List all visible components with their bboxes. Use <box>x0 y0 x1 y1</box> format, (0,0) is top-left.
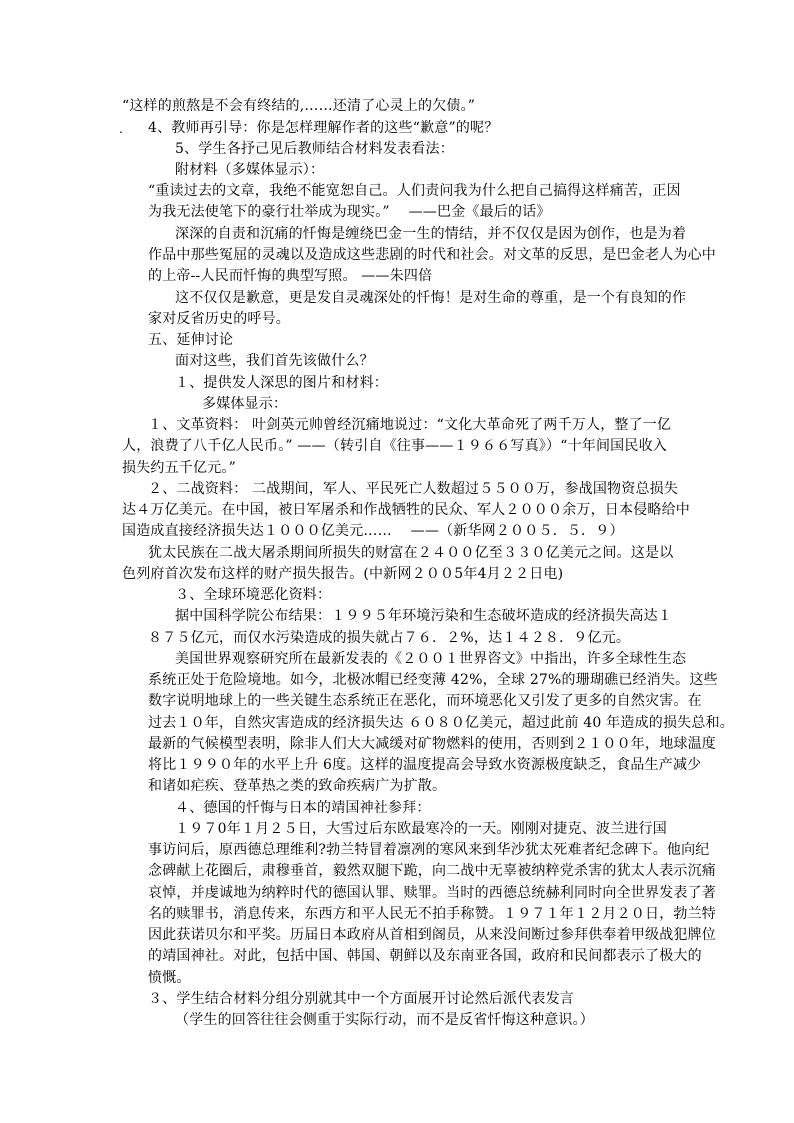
text-line-10: 这不仅仅是歉意，更是发自灵魂深处的忏悔！是对生命的尊重，是一个有良知的作 <box>175 290 687 306</box>
text-line-3: 5、学生各抒己见后教师结合材料发表看法： <box>175 141 454 157</box>
text-line-30: 过去１０年，自然灾害造成的经济损失达 ６０８０亿美元，超过此前 40 年造成的损失总和。 <box>148 715 734 731</box>
text-line-29: 数字说明地球上的一些关键生态系统正在恶化，而环境恶化又引发了更多的自然灾害。在 <box>148 693 702 709</box>
text-line-40: 因此获诺贝尔和平奖。历届日本政府从首相到阁员，从来没间断过参拜供奉着甲级战犯牌位 <box>148 927 716 943</box>
text-line-38: 哀悼，并虔诚地为纳粹时代的德国认罪、赎罪。当时的西德总统赫利同时向全世界发表了著 <box>148 885 716 901</box>
text-line-6: 为我无法使笔下的豪行壮举成为现实。” ——巴金《最后的话》 <box>148 204 551 220</box>
text-line-11: 家对反省历史的呼号。 <box>148 311 290 327</box>
text-line-17: 人，浪费了八千亿人民币。” ——（转引自《往事——１９６６写真》）“十年间国民收入 <box>122 438 667 454</box>
text-line-34: ４、德国的忏悔与日本的靖国神社参拜： <box>175 800 431 816</box>
text-line-14: １、提供发人深思的图片和材料： <box>175 375 388 391</box>
text-line-37: 念碑献上花圈后，肃穆垂首，毅然双腿下跪，向二战中无辜被纳粹党杀害的犹太人表示沉痛 <box>148 863 716 879</box>
text-line-16: １、文革资料： 叶剑英元帅曾经沉痛地说过：“文化大革命死了两千万人，整了一亿 <box>148 417 672 433</box>
text-line-20: 达４万亿美元。在中国，被日军屠杀和作战牺牲的民众、军人２０００余万，日本侵略给中 <box>122 502 690 518</box>
text-line-26: ８７５亿元，而仅水污染造成的损失就占７６．２%，达１４２８．９亿元。 <box>148 630 631 646</box>
text-line-24: ３、全球环境恶化资料： <box>175 587 332 603</box>
text-line-25: 据中国科学院公布结果：１９９５年环境污染和生态破坏造成的经济损失高达１ <box>175 608 672 624</box>
text-line-42: 愤慨。 <box>148 970 191 986</box>
text-line-21: 国造成直接经济损失达１０００亿美元…… ——（新华网２００５．５．９） <box>122 523 624 539</box>
text-line-35: １９７0年１月２５日，大雪过后东欧最寒冷的一天。刚刚对捷克、波兰进行国 <box>175 821 667 837</box>
text-line-28: 系统正处于危险境地。如今，北极冰帽已经变薄 42%，全球 27%的珊瑚礁已经消失。这些 <box>148 672 718 688</box>
text-line-33: 和诸如疟疾、登革热之类的致命疾病广为扩散。 <box>148 778 447 794</box>
text-line-9: 的上帝--人民而忏悔的典型写照。 ——朱四倍 <box>148 268 433 284</box>
text-line-7: 深深的自责和沉痛的忏悔是缠绕巴金一生的情结，并不仅仅是因为创作，也是为着 <box>175 226 687 242</box>
text-line-27: 美国世界观察研究所在最新发表的《２００１世界咨文》中指出，许多全球性生态 <box>175 651 687 667</box>
text-line-2: 4、教师再引导：你是怎样理解作者的这些“歉意”的呢？ <box>148 120 499 136</box>
text-line-18: 损失约五千亿元。” <box>122 460 236 476</box>
text-line-15: 多媒体显示： <box>202 396 288 412</box>
text-line-31: 最新的气候模型表明，除非人们大大减缓对矿物燃料的使用，否则到２１００年，地球温度 <box>148 736 716 752</box>
text-line-32: 将比１９９０年的水平上升 6度。这样的温度提高会导致水资源极度缺乏，食品生产减少 <box>148 757 702 773</box>
text-line-8: 作品中那些冤屈的灵魂以及造成这些悲剧的时代和社会。对文革的反思，是巴金老人为心中 <box>148 247 716 263</box>
text-line-44: （学生的回答往往会侧重于实际行动，而不是反省忏悔这种意识。） <box>175 1012 594 1028</box>
text-line-13: 面对这些，我们首先该做什么？ <box>175 353 374 369</box>
text-line-23: 色列府首次发布这样的财产损失报告。(中新网２００5年4月２２日电) <box>122 566 564 582</box>
section-heading-extended-discussion: 五、延伸讨论 <box>148 332 234 348</box>
text-line-22: 犹太民族在二战大屠杀期间所损失的财富在２４００亿至３３０亿美元之间。这是以 <box>148 545 674 561</box>
text-line-36: 事访问后，原西德总理维利?勃兰特冒着凛冽的寒风来到华沙犹太死难者纪念碑下。他向纪 <box>148 842 710 858</box>
text-line-19: ２、二战资料： 二战期间，军人、平民死亡人数超过５５００万，参战国物资总损失 <box>148 481 679 497</box>
text-line-43: ３、学生结合材料分组分别就其中一个方面展开讨论然后派代表发言 <box>148 991 574 1007</box>
text-line-1: “这样的煎熬是不会有终结的,……还清了心灵上的欠债。” <box>122 98 476 114</box>
text-line-39: 名的赎罪书，消息传来，东西方和平人民无不拍手称赞。１９７１年１２月２０日，勃兰特 <box>148 906 716 922</box>
text-line-5: “重读过去的文章，我绝不能宽恕自己。人们责问我为什么把自己搞得这样痛苦，正因 <box>148 183 681 199</box>
margin-mark: . <box>119 122 123 136</box>
text-line-41: 的靖国神社。对此，包括中国、韩国、朝鲜以及东南亚各国，政府和民间都表示了极大的 <box>148 948 702 964</box>
text-line-4: 附材料（多媒体显示）： <box>175 162 325 178</box>
